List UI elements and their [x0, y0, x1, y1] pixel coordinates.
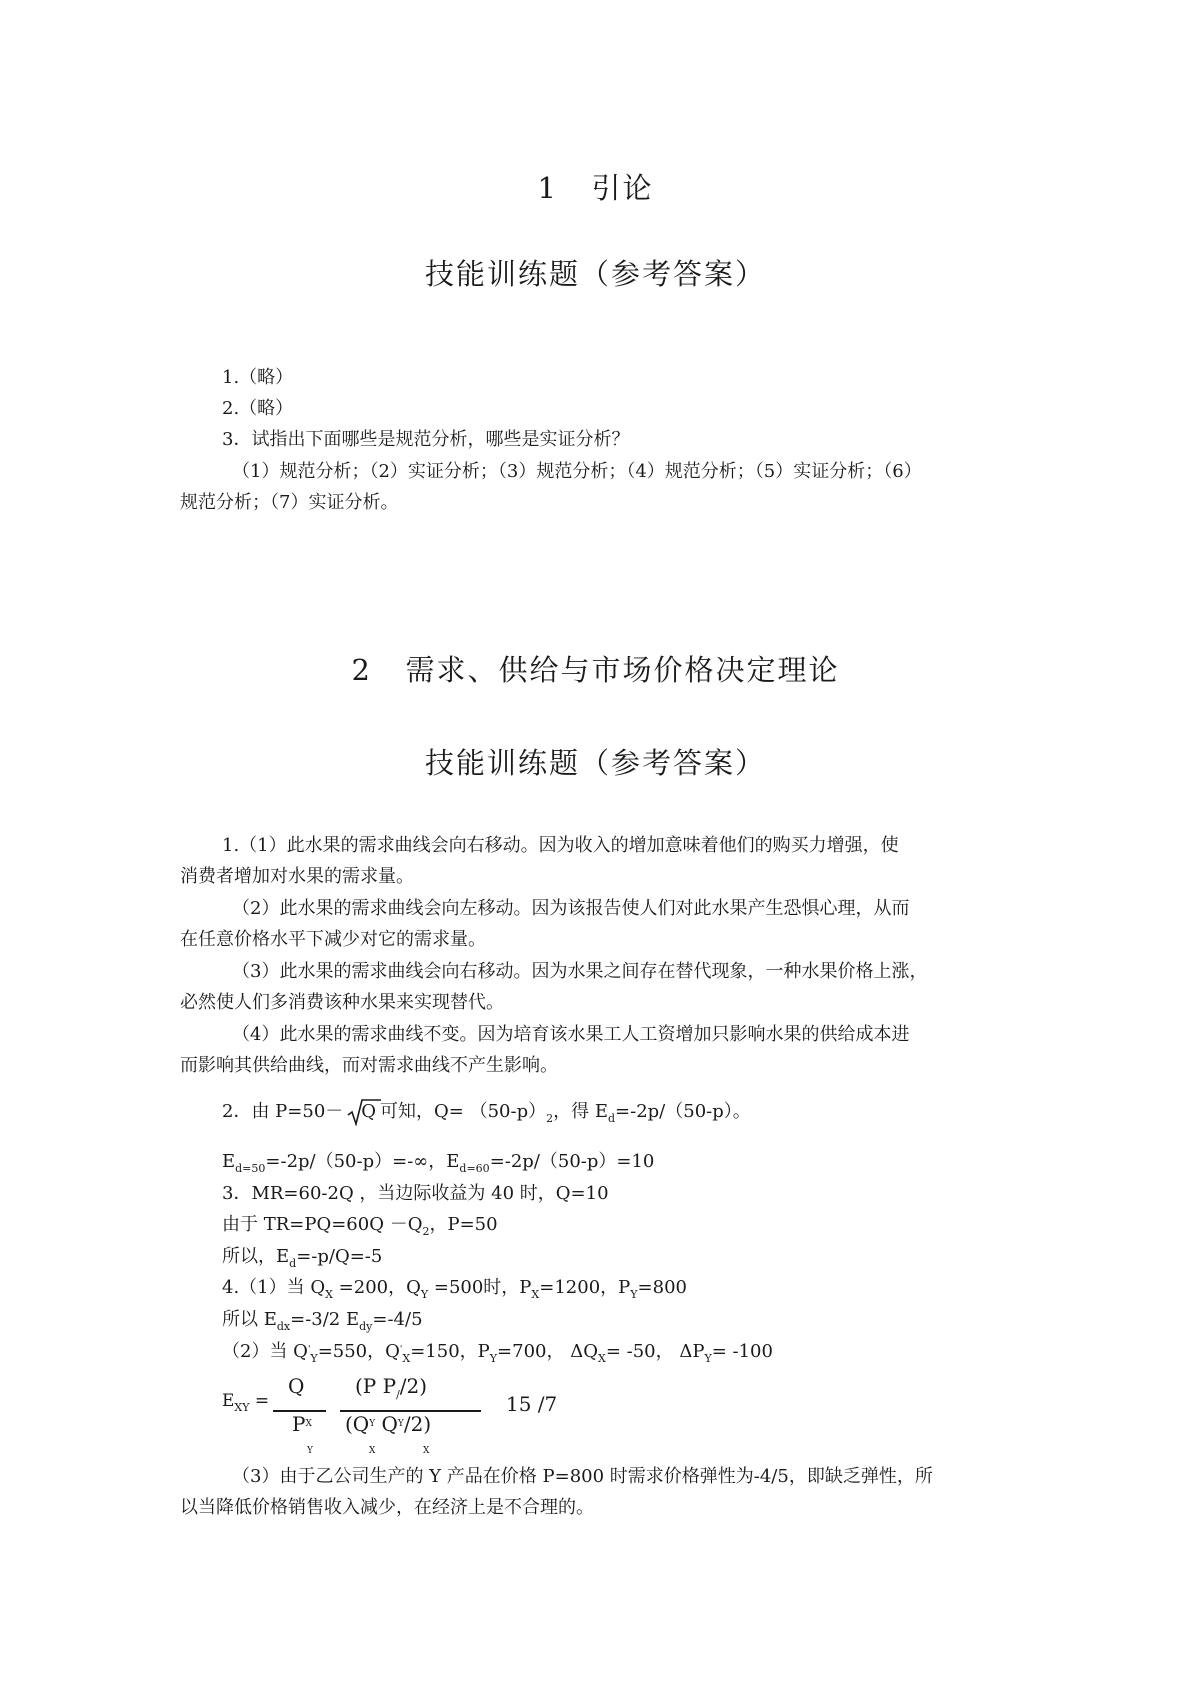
exy-result: 15 /7 [506, 1392, 558, 1416]
fraction-2-denominator: ($Q^Y$ $Q^Y/2$) [345, 1412, 432, 1436]
fraction-2-numerator: (P $P_//2$) [355, 1374, 428, 1401]
chapter-2-title: 2 需求、供给与市场价格决定理论 [351, 653, 840, 687]
fraction-1-den-sub: Y [307, 1446, 313, 1456]
ch1-answer-2: 2.（略） [222, 398, 294, 419]
fraction-2-den-sub-1: X [369, 1446, 376, 1456]
ch2-q3-line1: 3．MR=60-2Q ，当边际收益为 40 时，Q=10 [222, 1183, 609, 1204]
ch2-q3-line3: 所以，$E_d=-p/Q=-5$ [222, 1246, 383, 1270]
sqrt-symbol: Q [347, 1101, 376, 1123]
ch2-q1-line3: （2）此水果的需求曲线会向左移动。因为该报告使人们对此水果产生恐惧心理，从而 [232, 898, 910, 919]
exy-label: $E_{XY}$ = [222, 1391, 270, 1414]
ch2-q1-line5: （3）此水果的需求曲线会向右移动。因为水果之间存在替代现象，一种水果价格上涨， [232, 961, 928, 982]
ch1-question-3: 3．试指出下面哪些是规范分析，哪些是实证分析？ [222, 429, 630, 450]
ch2-q1-line7: （4）此水果的需求曲线不变。因为培育该水果工人工资增加只影响水果的供给成本进 [232, 1024, 910, 1045]
ch2-q1-line6: 必然使人们多消费该种水果来实现替代。 [180, 992, 504, 1013]
ch2-q1-line4: 在任意价格水平下减少对它的需求量。 [180, 929, 486, 950]
ch2-q1-line8: 而影响其供给曲线，而对需求曲线不产生影响。 [180, 1055, 558, 1076]
ch2-q2-line2: $E_{d=50}=-2p/(50-p)=-\infty$，$E_{d=60}=-2p/(50-p)=10$ [222, 1151, 655, 1175]
fraction-2-den-sub-2: X [423, 1446, 430, 1456]
ch2-q4-conclusion-line2: 以当降低价格销售收入减少，在经济上是不合理的。 [180, 1497, 594, 1518]
ch2-q1-line2: 消费者增加对水果的需求量。 [180, 866, 414, 887]
ch2-q3-line2: 由于 $TR=PQ=60Q -Q_2$，P=50 [222, 1214, 498, 1238]
ch2-q4-conclusion-line1: （3）由于乙公司生产的 Y 产品在价格 P=800 时需求价格弹性为-4/5，即缺乏弹性，所 [232, 1466, 933, 1487]
fraction-1-numerator: Q [288, 1374, 305, 1398]
ch2-q2-line1: 2．由 P=50－ Q 可知，$Q= (50-p)_2$，得 $E_d=-2p/(50-p)$。 [222, 1101, 751, 1125]
fraction-1-denominator: $P^X$ [292, 1412, 312, 1436]
ch2-q4-line2: 所以 $E_{dx}=-3/2$ $E_{dy}=-4/5$ [222, 1309, 423, 1333]
ch1-answer-3-line2: 规范分析；（7）实证分析。 [180, 492, 399, 513]
ch2-q1-line1: 1.（1）此水果的需求曲线会向右移动。因为收入的增加意味着他们的购买力增强，使 [222, 835, 899, 856]
chapter-1-title: 1 引论 [537, 171, 654, 205]
chapter-2-subtitle: 技能训练题（参考答案） [424, 746, 766, 780]
ch2-q4-line3: （2）当 $Q'_Y=550$，$Q'_X=150$，$P_Y=700$， $\Delta Q_X= -50$， $\Delta P_Y= -100$ [222, 1341, 773, 1365]
chapter-1-subtitle: 技能训练题（参考答案） [424, 257, 766, 291]
ch1-answer-3-line1: （1）规范分析；（2）实证分析；（3）规范分析；（4）规范分析；（5）实证分析；（6） [232, 461, 922, 482]
ch2-q4-line1: 4.（1）当 $Q_X =200$，$Q_Y =500$时，$P_X=1200$，$P_Y=800$ [222, 1277, 687, 1301]
ch1-answer-1: 1.（略） [222, 367, 294, 388]
